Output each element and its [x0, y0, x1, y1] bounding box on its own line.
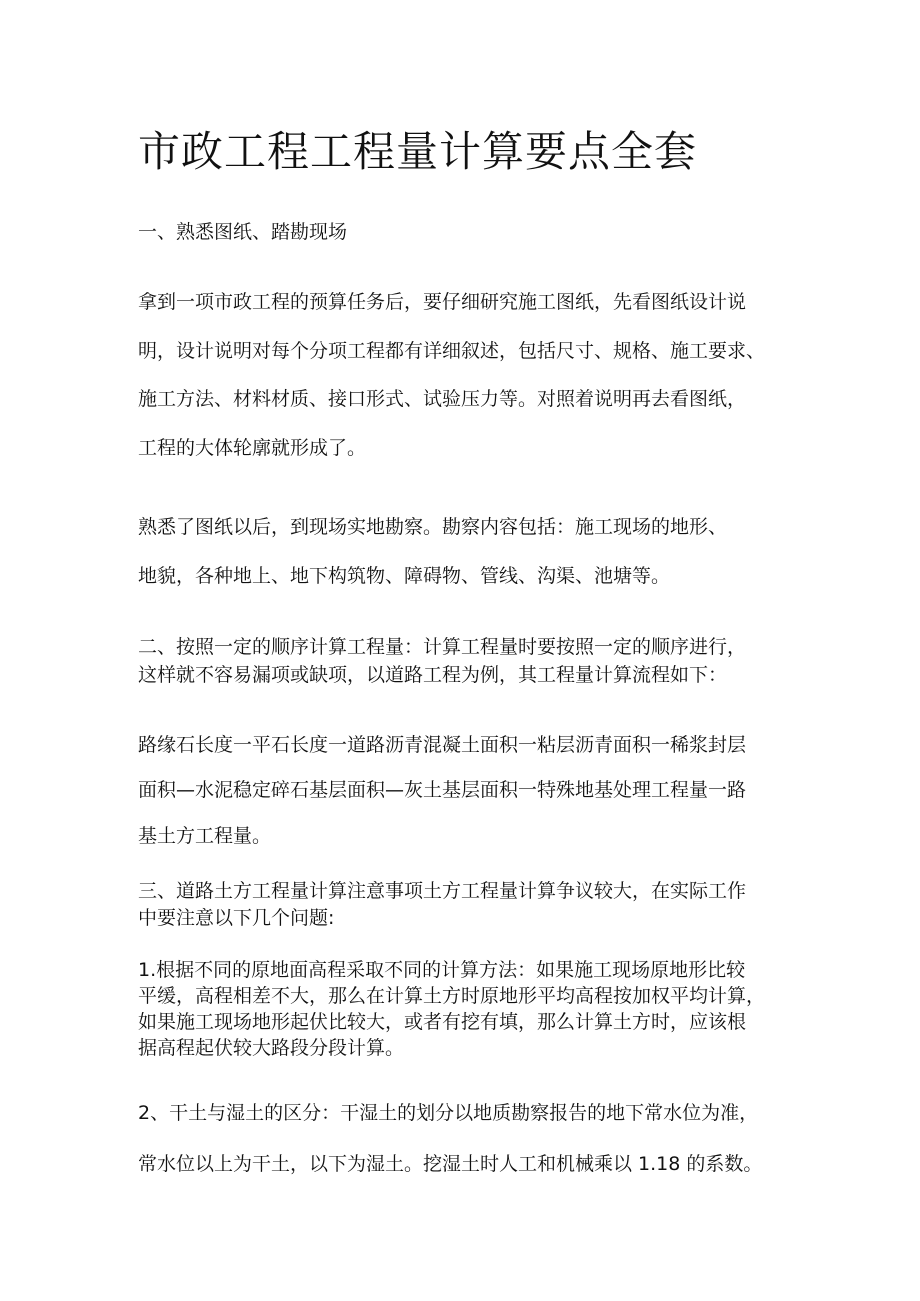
item-2-line-1: 2、干土与湿土的区分：干湿土的划分以地质勘察报告的地下常水位为准， [138, 1102, 759, 1124]
paragraph-1-line-3: 施工方法、材料材质、接口形式、试验压力等。对照着说明再去看图纸， [138, 388, 747, 410]
section-1-heading: 一、熟悉图纸、踏勘现场 [138, 221, 348, 243]
section-2-line-2: 这样就不容易漏项或缺项，以道路工程为例，其工程量计算流程如下： [138, 664, 728, 686]
item-1-line-1: 1.根据不同的原地面高程采取不同的计算方法：如果施工现场原地形比较 [138, 959, 746, 981]
section-3-line-2: 中要注意以下几个问题: [138, 907, 335, 929]
flow-line-1: 路缘石长度一平石长度一道路沥青混凝土面积一粘层沥青面积一稀浆封层 [138, 734, 747, 756]
item-1-line-3: 如果施工现场地形起伏比较大，或者有挖有填，那么计算土方时，应该根 [138, 1011, 747, 1033]
document-title: 市政工程工程量计算要点全套 [138, 127, 698, 176]
paragraph-1-line-4: 工程的大体轮廓就形成了。 [138, 437, 367, 459]
item-1-line-2: 平缓，高程相差不大，那么在计算土方时原地形平均高程按加权平均计算， [138, 985, 766, 1007]
item-2-line-2: 常水位以上为干土，以下为湿土。挖湿土时人工和机械乘以 1.18 的系数。 [138, 1153, 763, 1175]
section-2-line-1: 二、按照一定的顺序计算工程量：计算工程量时要按照一定的顺序进行， [138, 636, 747, 658]
paragraph-1-line-1: 拿到一项市政工程的预算任务后，要仔细研究施工图纸，先看图纸设计说 [138, 291, 747, 313]
flow-line-3: 基土方工程量。 [138, 825, 272, 847]
flow-line-2: 面积—水泥稳定碎石基层面积—灰土基层面积一特殊地基处理工程量一路 [138, 779, 747, 801]
paragraph-2-line-2: 地貌，各种地上、地下构筑物、障碍物、管线、沟渠、池塘等。 [138, 565, 671, 587]
paragraph-1-line-2: 明，设计说明对每个分项工程都有详细叙述，包括尺寸、规格、施工要求、 [138, 340, 766, 362]
section-3-line-1: 三、道路土方工程量计算注意事项土方工程量计算争议较大，在实际工作 [138, 880, 747, 902]
paragraph-2-line-1: 熟悉了图纸以后，到现场实地勘察。勘察内容包括：施工现场的地形、 [138, 516, 728, 538]
item-1-line-4: 据高程起伏较大路段分段计算。 [138, 1037, 405, 1059]
